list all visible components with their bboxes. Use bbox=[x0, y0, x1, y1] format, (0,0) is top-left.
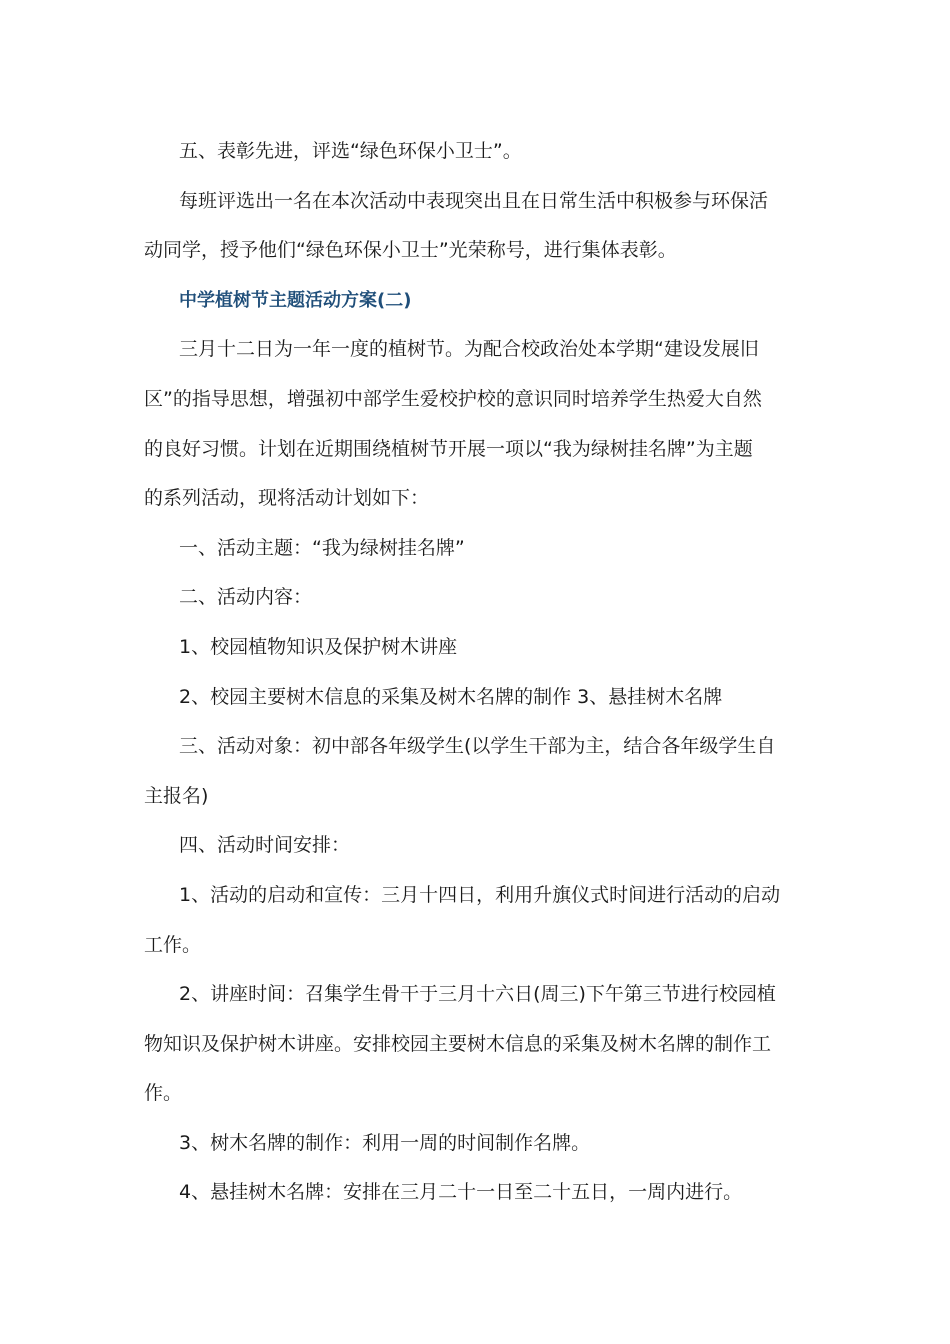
paragraph bbox=[144, 573, 792, 623]
text-line: 五、表彰先进，评选“绿色环保小卫士”。 bbox=[179, 140, 522, 162]
paragraph bbox=[144, 673, 792, 723]
text-line: 动同学，授予他们“绿色环保小卫士”光荣称号，进行集体表彰。 bbox=[144, 239, 677, 262]
paragraph bbox=[144, 722, 792, 821]
text-line: 四、活动时间安排： bbox=[179, 834, 351, 857]
text-line: 物知识及保护树木讲座。安排校园主要树木信息的采集及树木名牌的制作工 bbox=[144, 1032, 772, 1055]
text-line: 工作。 bbox=[144, 933, 202, 956]
paragraph bbox=[144, 1168, 792, 1218]
text-line: 2、讲座时间：召集学生骨干于三月十六日(周三)下午第三节进行校园植 bbox=[179, 983, 776, 1006]
text-line: 2、校园主要树木信息的采集及树木名牌的制作 3、悬挂树木名牌 bbox=[179, 685, 723, 708]
paragraph bbox=[144, 821, 792, 871]
document-body bbox=[144, 127, 792, 1218]
text-line: 三、活动对象：初中部各年级学生(以学生干部为主，结合各年级学生自 bbox=[179, 735, 776, 758]
paragraph bbox=[144, 871, 792, 970]
text-line: 1、活动的启动和宣传：三月十四日，利用升旗仪式时间进行活动的启动 bbox=[179, 883, 781, 906]
text-line: 中学植树节主题活动方案(二) bbox=[179, 289, 412, 311]
paragraph bbox=[144, 1119, 792, 1169]
text-line: 二、活动内容： bbox=[179, 586, 313, 609]
text-line: 一、活动主题：“我为绿树挂名牌” bbox=[179, 536, 465, 559]
paragraph bbox=[144, 524, 792, 574]
paragraph bbox=[144, 177, 792, 276]
paragraph bbox=[144, 623, 792, 673]
text-line: 的良好习惯。计划在近期围绕植树节开展一项以“我为绿树挂名牌”为主题 bbox=[144, 437, 753, 460]
paragraph bbox=[144, 970, 792, 1119]
paragraph bbox=[144, 127, 792, 177]
text-line: 区”的指导思想，增强初中部学生爱校护校的意识同时培养学生热爱大自然 bbox=[144, 387, 762, 410]
section-heading bbox=[144, 276, 792, 326]
text-line: 3、树木名牌的制作：利用一周的时间制作名牌。 bbox=[179, 1131, 591, 1154]
text-line: 三月十二日为一年一度的植树节。为配合校政治处本学期“建设发展旧 bbox=[179, 338, 759, 361]
text-line: 主报名) bbox=[144, 784, 209, 807]
text-line: 4、悬挂树木名牌：安排在三月二十一日至二十五日，一周内进行。 bbox=[179, 1181, 743, 1204]
text-line: 的系列活动，现将活动计划如下： bbox=[144, 487, 430, 510]
paragraph bbox=[144, 325, 792, 523]
text-line: 每班评选出一名在本次活动中表现突出且在日常生活中积极参与环保活 bbox=[179, 189, 769, 212]
text-line: 1、校园植物知识及保护树木讲座 bbox=[179, 635, 458, 658]
text-line: 作。 bbox=[144, 1082, 183, 1105]
